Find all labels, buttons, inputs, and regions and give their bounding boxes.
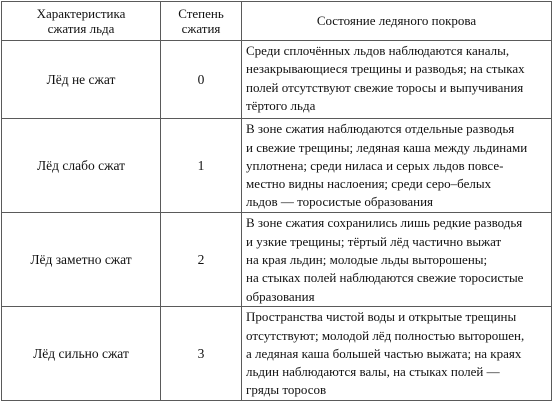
state-line: В зоне сжатия наблюдаются отдельные разводья (246, 121, 515, 137)
state-line: на стыках полей наблюдаются свежие торосистые (246, 270, 524, 286)
state-line: полей отсутствуют свежие торосы и выпучивания (246, 79, 524, 95)
state-line: на края льдин; молодые льды выторошены; (246, 252, 488, 268)
state-line: образования (246, 288, 315, 304)
header-characteristic-line-1: Характеристика (36, 5, 126, 21)
characteristic-cell: Лёд не сжат (2, 41, 161, 119)
characteristic-cell: Лёд слабо сжат (2, 119, 161, 213)
state-cell (242, 213, 552, 307)
state-cell (242, 41, 552, 119)
state-line: отсутствуют; молодой лёд полностью выторошен, (246, 327, 525, 343)
state-line: уплотнена; среди ниласа и серых льдов повсе- (246, 157, 504, 173)
state-line: а ледяная каша большей частью выжата; на краях (246, 345, 522, 361)
degree-cell: 2 (161, 213, 242, 307)
state-cell (242, 307, 552, 401)
degree-cell: 1 (161, 119, 242, 213)
degree-cell: 3 (161, 307, 242, 401)
state-line: тёртого льда (246, 97, 316, 113)
table-row (2, 41, 552, 119)
state-line: гряды торосов (246, 382, 327, 398)
table-row (2, 213, 552, 307)
header-state: Состояние ледяного покрова (242, 2, 552, 41)
state-line: льдов — торосистые образования (246, 194, 434, 210)
header-row (2, 2, 552, 41)
characteristic-cell: Лёд сильно сжат (2, 307, 161, 401)
header-degree-line-2: сжатия (181, 21, 221, 36)
state-line: и свежие трещины; ледяная каша между льдинами (246, 139, 528, 155)
state-line: местно видны наслоения; среди серо–белых (246, 176, 492, 192)
state-line: В зоне сжатия сохранились лишь редкие разводья (246, 215, 523, 231)
state-line: Среди сплочённых льдов наблюдаются каналы, (246, 43, 510, 58)
state-cell (242, 119, 552, 213)
ice-compression-table (1, 1, 552, 401)
header-characteristic-line-2: сжатия льда (47, 21, 115, 36)
state-line: Пространства чистой воды и открытые трещины (246, 309, 517, 325)
header-degree (161, 2, 242, 41)
header-characteristic (2, 2, 161, 41)
table-row (2, 307, 552, 401)
state-line: незакрывающиеся трещины и разводья; на стыках (246, 61, 525, 77)
state-line: и узкие трещины; тёртый лёд частично выжат (246, 233, 502, 249)
header-degree-line-1: Степень (178, 5, 224, 21)
table-row (2, 119, 552, 213)
characteristic-cell: Лёд заметно сжат (2, 213, 161, 307)
state-line: льдин наблюдаются валы, на стыках полей — (246, 364, 500, 380)
degree-cell: 0 (161, 41, 242, 119)
